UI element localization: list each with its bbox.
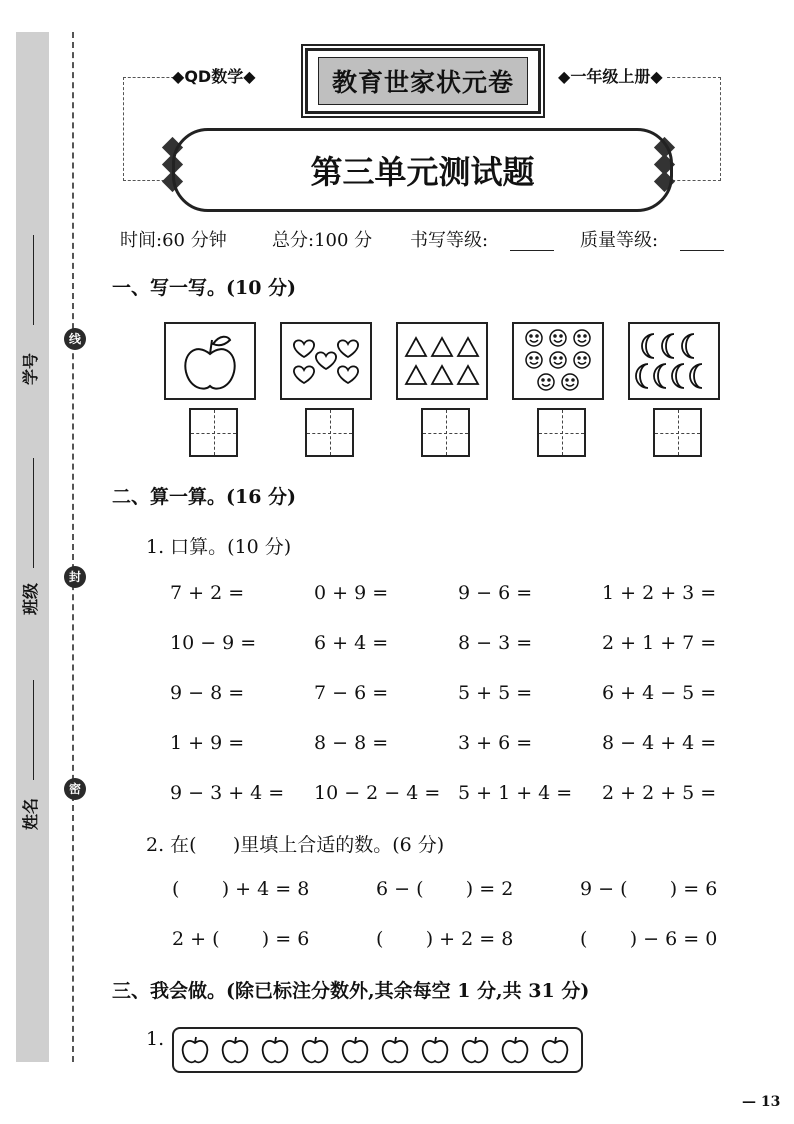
apple-icon xyxy=(540,1035,570,1065)
apple-icon xyxy=(340,1035,370,1065)
student-no-label: 学号 xyxy=(21,352,40,385)
writing-grade: 书写等级: xyxy=(410,230,489,251)
fill-equation[interactable]: ( ) + 4 = 8 xyxy=(172,878,310,900)
equation: 2 + 1 + 7 = xyxy=(602,632,717,654)
section3-heading: 三、我会做。(除已标注分数外,其余每空 1 分,共 31 分) xyxy=(112,980,590,1002)
apple-icon xyxy=(380,1035,410,1065)
apple-icon xyxy=(180,1035,210,1065)
apple-icon xyxy=(220,1035,250,1065)
section2-heading: 二、算一算。(16 分) xyxy=(112,486,297,508)
mark-feng: 封 xyxy=(64,566,86,588)
quality-grade-blank[interactable] xyxy=(680,250,724,251)
answer-box[interactable] xyxy=(653,408,702,457)
equation: 9 − 3 + 4 = xyxy=(170,782,285,804)
equation: 6 + 4 = xyxy=(314,632,389,654)
item1-label: 1. xyxy=(146,1028,165,1050)
writing-grade-blank[interactable] xyxy=(510,250,554,251)
apple-icon xyxy=(420,1035,450,1065)
equation: 8 − 8 = xyxy=(314,732,389,754)
hearts-icon xyxy=(282,324,370,398)
banner-text: 教育世家状元卷 xyxy=(318,57,528,105)
picture-moons xyxy=(628,322,720,400)
equation: 10 − 9 = xyxy=(170,632,257,654)
picture-smileys xyxy=(512,322,604,400)
fill-equation[interactable]: 6 − ( ) = 2 xyxy=(376,878,514,900)
apple-icon xyxy=(260,1035,290,1065)
equation: 8 − 4 + 4 = xyxy=(602,732,717,754)
right-tag: ◆一年级上册◆ xyxy=(558,67,663,86)
page-number: — 13 xyxy=(742,1094,781,1110)
student-no-line xyxy=(33,235,34,325)
equation: 7 + 2 = xyxy=(170,582,245,604)
section1-heading: 一、写一写。(10 分) xyxy=(112,277,297,299)
equation: 9 − 6 = xyxy=(458,582,533,604)
fill-equation[interactable]: 2 + ( ) = 6 xyxy=(172,928,310,950)
class-line xyxy=(33,458,34,568)
apple-icon xyxy=(500,1035,530,1065)
left-tag: ◆QD数学◆ xyxy=(172,67,256,86)
moons-icon xyxy=(630,324,718,398)
apple-icon xyxy=(300,1035,330,1065)
picture-apple xyxy=(164,322,256,400)
time-info: 时间:60 分钟 xyxy=(120,230,227,251)
equation: 0 + 9 = xyxy=(314,582,389,604)
equation: 3 + 6 = xyxy=(458,732,533,754)
equation: 10 − 2 − 4 = xyxy=(314,782,441,804)
class-label: 班级 xyxy=(21,582,40,615)
equation: 2 + 2 + 5 = xyxy=(602,782,717,804)
mark-mi: 密 xyxy=(64,778,86,800)
cut-line xyxy=(72,32,74,1062)
answer-box[interactable] xyxy=(537,408,586,457)
equation: 9 − 8 = xyxy=(170,682,245,704)
part1-heading: 1. 口算。(10 分) xyxy=(146,536,292,558)
apple-icon xyxy=(460,1035,490,1065)
answer-box[interactable] xyxy=(189,408,238,457)
answer-box[interactable] xyxy=(421,408,470,457)
part2-heading: 2. 在( )里填上合适的数。(6 分) xyxy=(146,834,445,856)
page-title: 第三单元测试题 xyxy=(172,128,673,212)
equation: 1 + 2 + 3 = xyxy=(602,582,717,604)
apple-row xyxy=(172,1027,583,1073)
fill-equation[interactable]: ( ) + 2 = 8 xyxy=(376,928,514,950)
equation: 5 + 5 = xyxy=(458,682,533,704)
total-info: 总分:100 分 xyxy=(272,230,373,251)
smileys-icon xyxy=(514,324,602,398)
picture-triangles xyxy=(396,322,488,400)
fill-equation[interactable]: 9 − ( ) = 6 xyxy=(580,878,718,900)
triangles-icon xyxy=(398,324,486,398)
equation: 5 + 1 + 4 = xyxy=(458,782,573,804)
quality-grade: 质量等级: xyxy=(580,230,659,251)
banner xyxy=(305,48,541,114)
mark-xian: 线 xyxy=(64,328,86,350)
equation: 7 − 6 = xyxy=(314,682,389,704)
name-label: 姓名 xyxy=(21,797,40,830)
apple-icon xyxy=(166,324,254,398)
equation: 1 + 9 = xyxy=(170,732,245,754)
equation: 8 − 3 = xyxy=(458,632,533,654)
answer-box[interactable] xyxy=(305,408,354,457)
name-line xyxy=(33,680,34,780)
picture-hearts xyxy=(280,322,372,400)
equation: 6 + 4 − 5 = xyxy=(602,682,717,704)
fill-equation[interactable]: ( ) − 6 = 0 xyxy=(580,928,718,950)
